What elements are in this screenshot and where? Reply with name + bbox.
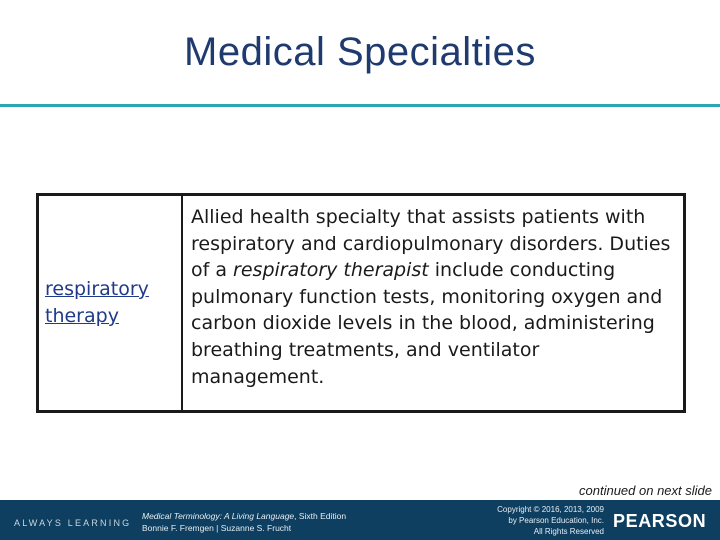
definition-part-2: include conducting pulmonary function tests, monitoring oxygen and carbon dioxide levels in the blood, administering breathing treatments, and ventilator management. <box>191 259 663 388</box>
slide-title: Medical Specialties <box>184 30 536 74</box>
copyright-line-1: Copyright © 2016, 2013, 2009 <box>497 505 604 514</box>
term-line-2: therapy <box>45 305 119 327</box>
footer-book-info <box>142 510 346 534</box>
book-authors: Bonnie F. Fremgen | Suzanne S. Frucht <box>142 523 292 533</box>
title-divider <box>0 104 720 107</box>
copyright-line-3: All Rights Reserved <box>533 527 604 536</box>
continued-note: continued on next slide <box>579 483 712 498</box>
definition-text <box>191 204 673 390</box>
copyright-line-2: by Pearson Education, Inc. <box>508 516 604 525</box>
definition-part-1: Allied health specialty that assists patients with respiratory and cardiopulmonary disorders. Duties of a <box>191 206 671 282</box>
footer-tagline: ALWAYS LEARNING <box>14 518 132 528</box>
definition-cell <box>183 196 683 410</box>
book-title: Medical Terminology: A Living Language <box>142 511 295 521</box>
book-edition: , Sixth Edition <box>294 511 347 521</box>
definition-italic-term: respiratory therapist <box>233 259 429 282</box>
term-definition-table <box>36 193 686 413</box>
term-line-1: respiratory <box>45 278 149 300</box>
pearson-logo: PEARSON <box>613 511 707 531</box>
footer-bar <box>0 500 720 540</box>
term-cell <box>39 196 183 410</box>
term-link[interactable] <box>45 276 149 330</box>
footer-copyright <box>440 504 604 537</box>
